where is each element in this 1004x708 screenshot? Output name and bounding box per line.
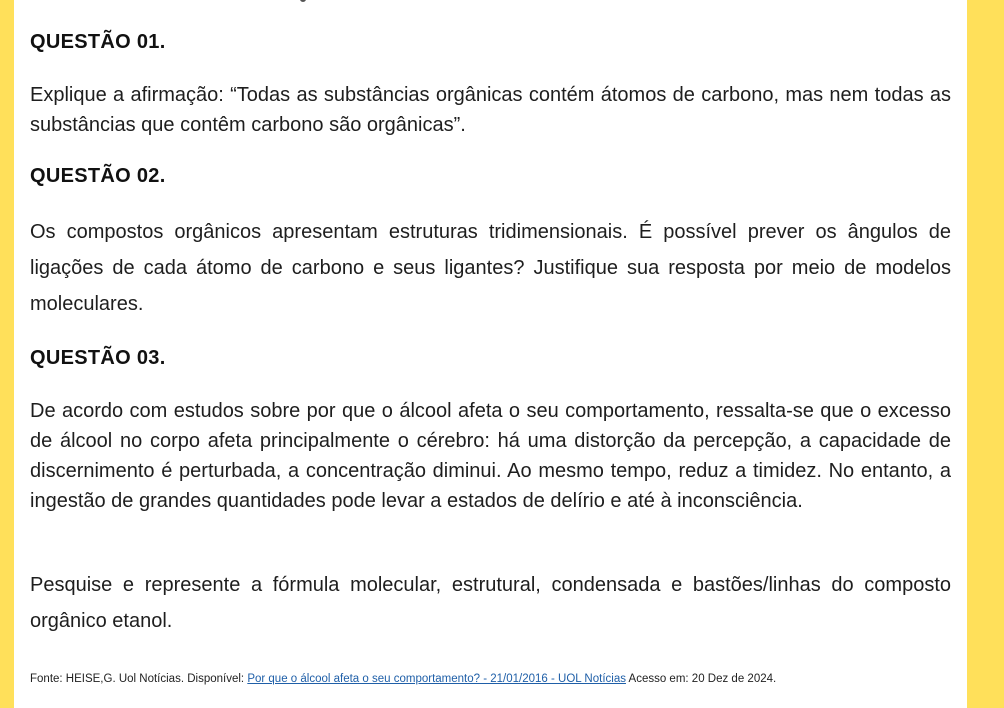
question-2-text: Os compostos orgânicos apresentam estruturas tridimensionais. É possível prever os ângulos de ligações de cada átomo de carbono e seus ligantes? Justifique sua resposta por meio de modelos moleculares. bbox=[30, 221, 951, 315]
source-link[interactable]: Por que o álcool afeta o seu comportamento? - 21/01/2016 - UOL Notícias bbox=[247, 673, 626, 685]
question-2-title: QUESTÃO 02. bbox=[30, 165, 166, 187]
left-yellow-border bbox=[0, 0, 14, 708]
question-1-text: Explique a afirmação: “Todas as substâncias orgânicas contém átomos de carbono, mas nem todas as substâncias que contêm carbono são orgânicas”. bbox=[30, 84, 951, 136]
cut-off-glyph bbox=[300, 0, 306, 2]
question-3-task: Pesquise e represente a fórmula molecular, estrutural, condensada e bastões/linhas do composto orgânico etanol. bbox=[30, 574, 951, 632]
question-1-title: QUESTÃO 01. bbox=[30, 31, 166, 53]
footnote-prefix: Fonte: HEISE,G. Uol Notícias. Disponível: bbox=[30, 673, 248, 685]
question-3-text: De acordo com estudos sobre por que o álcool afeta o seu comportamento, ressalta-se que o excesso de álcool no corpo afeta principalmente o cérebro: há uma distorção da percepção, a capacidade de discernimento é perturbada, a concentração diminui. Ao mesmo tempo, reduz a timidez. No entanto, a ingestão de grandes quantidades pode levar a estados de delírio e até à inconsciência. bbox=[30, 400, 951, 512]
right-yellow-border bbox=[967, 0, 1004, 708]
source-footnote bbox=[30, 671, 951, 687]
footnote-suffix: Acesso em: 20 Dez de 2024. bbox=[625, 673, 777, 685]
question-3-title: QUESTÃO 03. bbox=[30, 347, 166, 369]
